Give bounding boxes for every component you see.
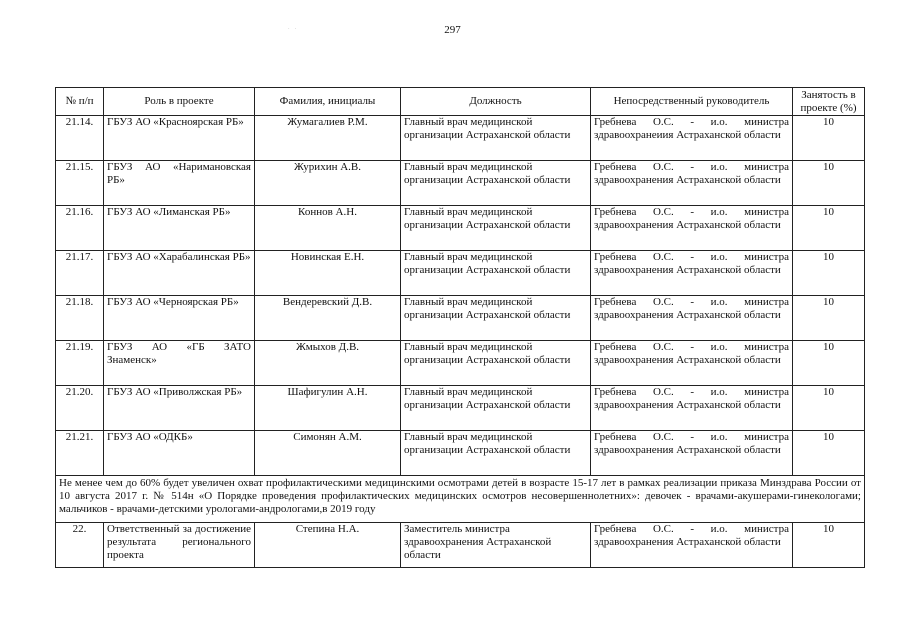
row-position: Главный врач медицинской организации Астраханской области — [401, 296, 591, 341]
row-name: Новинская Е.Н. — [255, 251, 401, 296]
row-manager: Гребнева О.С. - и.о. министра здравоохранения Астраханской области — [591, 386, 793, 431]
table-header-row — [56, 88, 865, 116]
row-manager: Гребнева О.С. - и.о. министра здравоохранения Астраханской области — [591, 296, 793, 341]
row-position: Главный врач медицинской организации Астраханской области — [401, 251, 591, 296]
project-staff-table — [55, 87, 865, 568]
table-row — [56, 341, 865, 386]
row-role: ГБУЗ АО «Наримановская РБ» — [104, 161, 255, 206]
row-employment: 10 — [793, 251, 865, 296]
row-position: Главный врач медицинской организации Астраханской области — [401, 161, 591, 206]
row-position: Главный врач медицинской организации Астраханской области — [401, 341, 591, 386]
header-manager: Непосредственный руководитель — [591, 88, 793, 116]
row-number: 21.18. — [56, 296, 104, 341]
row-number: 21.16. — [56, 206, 104, 251]
section-note-row — [56, 476, 865, 523]
header-position: Должность — [401, 88, 591, 116]
row-number: 21.14. — [56, 116, 104, 161]
row-position: Заместитель министра здравоохранения Астраханской области — [401, 523, 591, 568]
row-manager: Гребнева О.С. - и.о. министра здравоохранения Астраханской области — [591, 431, 793, 476]
table-row — [56, 296, 865, 341]
table-row — [56, 386, 865, 431]
row-position: Главный врач медицинской организации Астраханской области — [401, 386, 591, 431]
row-manager: Гребнева О.С. - и.о. министра здравоохранения Астраханской области — [591, 161, 793, 206]
row-name: Жмыхов Д.В. — [255, 341, 401, 386]
row-role: ГБУЗ АО «Красноярская РБ» — [104, 116, 255, 161]
row-number: 21.17. — [56, 251, 104, 296]
row-number: 21.19. — [56, 341, 104, 386]
row-name: Шафигулин А.Н. — [255, 386, 401, 431]
row-role: Ответственный за достижение результата регионального проекта — [104, 523, 255, 568]
row-number: 21.20. — [56, 386, 104, 431]
row-employment: 10 — [793, 206, 865, 251]
row-employment: 10 — [793, 431, 865, 476]
row-name: Степина Н.А. — [255, 523, 401, 568]
row-name: Жумагалиев Р.М. — [255, 116, 401, 161]
table-row — [56, 523, 865, 568]
header-number: № п/п — [56, 88, 104, 116]
row-role: ГБУЗ АО «Черноярская РБ» — [104, 296, 255, 341]
table-row — [56, 116, 865, 161]
row-manager: Гребнева О.С. - и.о. министра здравоохранения Астраханской области — [591, 206, 793, 251]
row-role: ГБУЗ АО «Лиманская РБ» — [104, 206, 255, 251]
row-name: Коннов А.Н. — [255, 206, 401, 251]
row-name: Симонян А.М. — [255, 431, 401, 476]
row-employment: 10 — [793, 341, 865, 386]
header-name: Фамилия, инициалы — [255, 88, 401, 116]
row-manager: Гребнева О.С. - и.о. министра здравоохранения Астраханской области — [591, 341, 793, 386]
row-manager: Гребнева О.С. - и.о. министра здравоохранеиия Астраханской области — [591, 116, 793, 161]
table-row — [56, 206, 865, 251]
row-position: Главный врач медицинской организации Астраханской области — [401, 116, 591, 161]
row-employment: 10 — [793, 386, 865, 431]
header-role: Роль в проекте — [104, 88, 255, 116]
row-manager: Гребнева О.С. - и.о. министра здравоохранения Астраханской области — [591, 251, 793, 296]
row-employment: 10 — [793, 523, 865, 568]
row-number: 21.15. — [56, 161, 104, 206]
header-employment: Занятость в проекте (%) — [793, 88, 865, 116]
row-role: ГБУЗ АО «ГБ ЗАТО Знаменск» — [104, 341, 255, 386]
row-name: Журихин А.В. — [255, 161, 401, 206]
row-employment: 10 — [793, 161, 865, 206]
row-position: Главный врач медицинской организации Астраханской области — [401, 431, 591, 476]
row-manager: Гребнева О.С. - и.о. министра здравоохранения Астраханской области — [591, 523, 793, 568]
table-row — [56, 161, 865, 206]
scan-artifact: · · — [288, 27, 299, 32]
table-row — [56, 251, 865, 296]
row-employment: 10 — [793, 296, 865, 341]
row-position: Главный врач медицинской организации Астраханской области — [401, 206, 591, 251]
row-number: 21.21. — [56, 431, 104, 476]
row-name: Вендеревский Д.В. — [255, 296, 401, 341]
table-row — [56, 431, 865, 476]
row-number: 22. — [56, 523, 104, 568]
row-role: ГБУЗ АО «Харабалинская РБ» — [104, 251, 255, 296]
row-role: ГБУЗ АО «ОДКБ» — [104, 431, 255, 476]
row-employment: 10 — [793, 116, 865, 161]
page-number: 297 — [444, 24, 461, 36]
row-role: ГБУЗ АО «Приволжская РБ» — [104, 386, 255, 431]
section-note: Не менее чем до 60% будет увеличен охват профилактическими медицинскими осмотрами детей в возрасте 15-17 лет в рамках реализации приказа Минздрава России от 10 августа 2017 г. № 514н «О Порядке проведения профилактических медицинских осмотров несовершеннолетних»: девочек - врачами-акушерами-гинекологами; мальчиков - врачами-детскими урологами-андрологами,в 2019 году — [56, 476, 865, 523]
